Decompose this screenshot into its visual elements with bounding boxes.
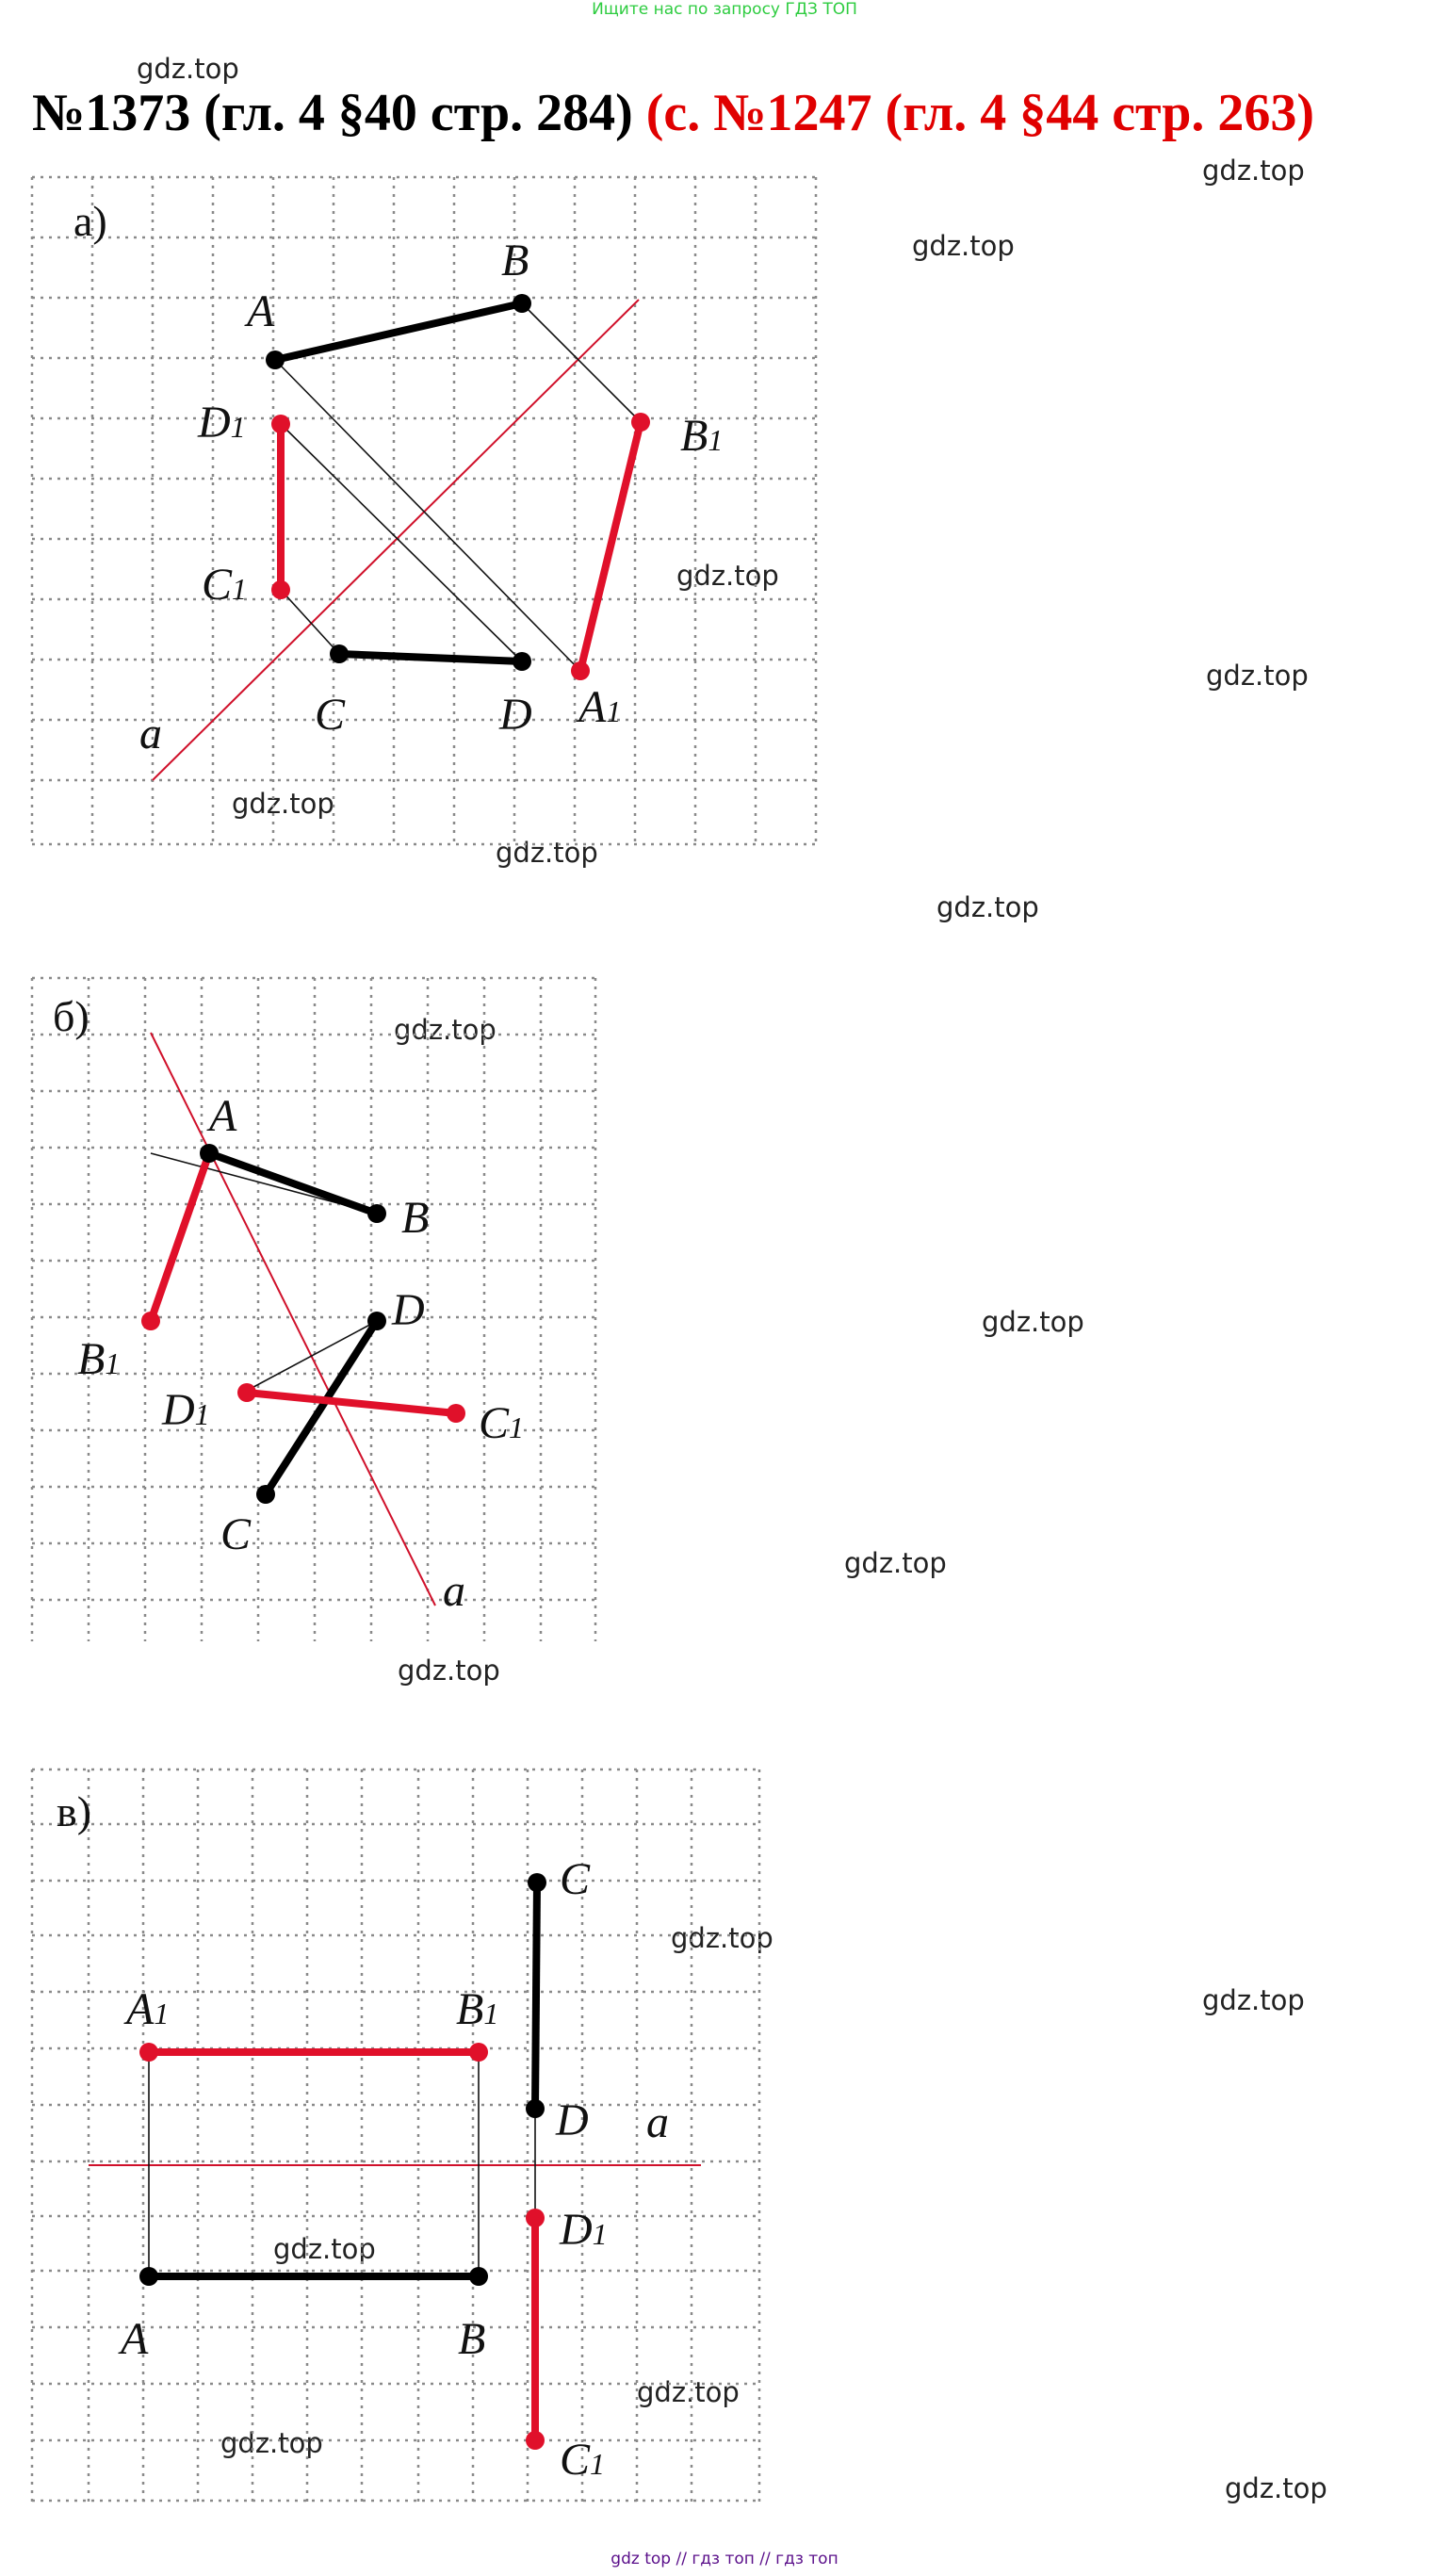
- label-b1-sub: 1: [708, 423, 724, 457]
- page-title: [32, 83, 1314, 143]
- segment-cd: [535, 1883, 537, 2109]
- grid: [32, 978, 595, 1641]
- label-c1-sub: 1: [232, 572, 248, 606]
- point-d1: [526, 2209, 545, 2227]
- label-d1: [161, 1385, 210, 1435]
- search-hint: Ищите нас по запросу ГДЗ ТОП: [592, 0, 857, 19]
- figure-a: [32, 177, 823, 848]
- label-d1-sub: 1: [194, 1397, 210, 1431]
- label-c1: [560, 2435, 605, 2485]
- label-c1-letter: C: [202, 560, 233, 610]
- footer-links[interactable]: gdz top // гдз топ // гдз топ: [611, 2550, 838, 2568]
- label-c1-letter: C: [560, 2435, 591, 2485]
- label-c1-letter: C: [479, 1398, 510, 1448]
- axis-label: a: [646, 2097, 669, 2147]
- point-d1: [271, 415, 290, 433]
- point-b1: [631, 413, 650, 432]
- label-a1: [576, 682, 621, 732]
- point-c: [330, 644, 349, 663]
- watermark: gdz.top: [671, 1922, 773, 1954]
- watermark: gdz.top: [273, 2233, 376, 2265]
- watermark: gdz.top: [1202, 155, 1305, 187]
- label-c: C: [315, 690, 346, 740]
- label-b: B: [401, 1193, 430, 1243]
- point-a1: [139, 2043, 158, 2062]
- label-b1: [680, 411, 723, 461]
- watermark: gdz.top: [637, 2376, 740, 2408]
- watermark: gdz.top: [844, 1547, 947, 1579]
- axis-label: a: [443, 1566, 465, 1616]
- label-a: A: [121, 2314, 149, 2364]
- point-d: [513, 652, 531, 671]
- part-label: в): [57, 1787, 92, 1835]
- point-d: [526, 2099, 545, 2118]
- segment-a1b1: [580, 422, 641, 671]
- point-b1: [141, 1312, 160, 1330]
- segment-ab1: [151, 1153, 209, 1321]
- title-alt: (с. №1247 (гл. 4 §44 стр. 263): [645, 84, 1315, 142]
- watermark: gdz.top: [232, 788, 334, 820]
- point-c: [528, 1873, 546, 1892]
- title-main: №1373 (гл. 4 §40 стр. 284): [32, 84, 633, 142]
- label-d1-letter: D: [198, 398, 231, 448]
- label-b1-letter: B: [680, 411, 708, 461]
- label-b1-sub: 1: [105, 1346, 121, 1380]
- point-a: [266, 351, 285, 369]
- label-a: A: [247, 286, 275, 336]
- part-label: б): [53, 992, 90, 1040]
- watermark: gdz.top: [1202, 1984, 1305, 2016]
- watermark: gdz.top: [496, 837, 598, 869]
- watermark: gdz.top: [1225, 2472, 1327, 2504]
- label-a1-letter: A: [578, 682, 607, 732]
- watermark: gdz.top: [394, 1014, 497, 1046]
- point-b: [469, 2267, 488, 2286]
- label-a1-sub: 1: [154, 1997, 170, 2030]
- label-d: D: [499, 690, 532, 740]
- label-c1: [202, 560, 247, 610]
- axis-label: a: [139, 709, 162, 758]
- part-label: а): [73, 197, 107, 245]
- segment-cd: [266, 1321, 377, 1494]
- watermark: gdz.top: [220, 2427, 323, 2459]
- segment-ab: [209, 1153, 377, 1214]
- label-b: B: [501, 236, 529, 285]
- label-d: D: [556, 2095, 589, 2145]
- label-d1: [197, 398, 246, 448]
- point-c1: [447, 1404, 465, 1423]
- label-d1: [559, 2205, 608, 2255]
- label-c: C: [220, 1509, 252, 1559]
- label-a1-sub: 1: [606, 694, 622, 728]
- segment-ab: [275, 303, 522, 360]
- watermark: gdz.top: [398, 1655, 500, 1687]
- label-b1-letter: B: [456, 1984, 484, 2034]
- point-b: [367, 1204, 386, 1223]
- figure-b: [32, 978, 597, 1649]
- point-b: [513, 294, 531, 313]
- figure-c: [32, 1769, 767, 2504]
- watermark: gdz.top: [936, 891, 1039, 923]
- label-b1-sub: 1: [483, 1997, 499, 2030]
- segment-c1d1: [247, 1393, 456, 1413]
- watermark: gdz.top: [137, 53, 239, 85]
- label-b: B: [458, 2314, 486, 2364]
- point-a: [200, 1144, 219, 1163]
- point-d: [367, 1312, 386, 1330]
- point-c1: [271, 580, 290, 599]
- point-b1: [469, 2043, 488, 2062]
- label-d1-letter: D: [560, 2205, 593, 2255]
- label-d1-sub: 1: [230, 410, 246, 444]
- watermark: gdz.top: [676, 560, 779, 592]
- label-d1-sub: 1: [592, 2217, 608, 2251]
- label-c1-sub: 1: [590, 2447, 606, 2481]
- point-a1: [571, 661, 590, 680]
- label-b1: [77, 1334, 120, 1384]
- point-d1: [237, 1383, 256, 1402]
- label-c: C: [560, 1854, 591, 1904]
- watermark: gdz.top: [1206, 660, 1309, 692]
- segment-cd: [339, 654, 522, 661]
- label-c1-sub: 1: [509, 1410, 525, 1444]
- watermark: gdz.top: [912, 230, 1015, 262]
- point-a: [139, 2267, 158, 2286]
- label-d1-letter: D: [162, 1385, 195, 1435]
- label-d: D: [392, 1285, 425, 1335]
- label-a: A: [209, 1091, 237, 1141]
- label-a1-letter: A: [126, 1984, 155, 2034]
- label-c1: [479, 1398, 524, 1448]
- label-a1: [123, 1984, 169, 2034]
- point-c1: [526, 2431, 545, 2450]
- point-c: [256, 1485, 275, 1504]
- label-b1-letter: B: [77, 1334, 106, 1384]
- axis-line: [153, 300, 639, 780]
- watermark: gdz.top: [982, 1306, 1084, 1338]
